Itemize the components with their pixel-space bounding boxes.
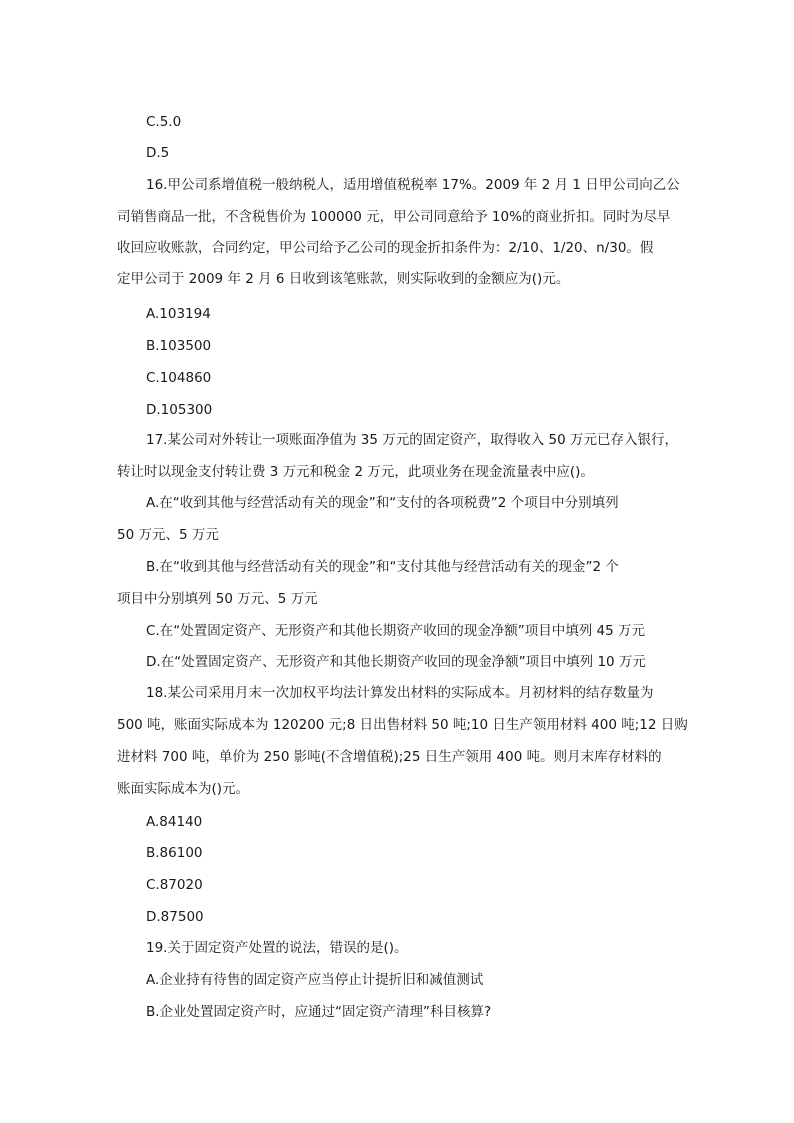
q16-stem: 收回应收账款，合同约定，甲公司给予乙公司的现金折扣条件为：2/10、1/20、n/30。假 (117, 240, 654, 256)
q18-stem: 18.某公司采用月末一次加权平均法计算发出材料的实际成本。月初材料的结存数量为 (146, 685, 654, 701)
q18-stem: 进材料 700 吨，单价为 250 影吨(不含增值税);25 日生产领用 400 吨。则月末库存材料的 (117, 749, 662, 765)
q17-option-b: 项目中分别填列 50 万元、5 万元 (117, 591, 318, 607)
q18-stem: 500 吨，账面实际成本为 120200 元;8 日出售材料 50 吨;10 日生产领用材料 400 吨;12 日购 (117, 717, 688, 733)
q17-option-d: D.在“处置固定资产、无形资产和其他长期资产收回的现金净额”项目中填列 10 万元 (146, 654, 646, 670)
q18-option-c: C.87020 (146, 877, 203, 893)
q17-option-a: A.在“收到其他与经营活动有关的现金”和“支付的各项税费”2 个项目中分别填列 (146, 495, 619, 511)
q18-stem: 账面实际成本为()元。 (117, 781, 250, 797)
q16-option-b: B.103500 (146, 338, 212, 354)
q16-option-a: A.103194 (146, 306, 211, 322)
q15-option-c: C.5.0 (146, 114, 182, 130)
q16-stem: 定甲公司于 2009 年 2 月 6 日收到该笔账款，则实际收到的金额应为()元。 (117, 271, 570, 287)
q18-option-d: D.87500 (146, 909, 204, 925)
q18-option-a: A.84140 (146, 814, 203, 830)
q16-option-d: D.105300 (146, 402, 213, 418)
q16-stem: 16.甲公司系增值税一般纳税人，适用增值税税率 17%。2009 年 2 月 1 日甲公司向乙公 (146, 177, 680, 193)
q15-option-d: D.5 (146, 145, 170, 161)
q19-stem: 19.关于固定资产处置的说法，错误的是()。 (146, 940, 408, 956)
q17-stem: 17.某公司对外转让一项账面净值为 35 万元的固定资产，取得收入 50 万元已存入银行， (146, 432, 678, 448)
q19-option-a: A.企业持有待售的固定资产应当停止计提折旧和减值测试 (146, 972, 484, 988)
q17-option-c: C.在“处置固定资产、无形资产和其他长期资产收回的现金净额”项目中填列 45 万元 (146, 623, 645, 639)
q17-option-b: B.在“收到其他与经营活动有关的现金”和“支付其他与经营活动有关的现金”2 个 (146, 559, 619, 575)
q17-option-a: 50 万元、5 万元 (117, 527, 219, 543)
q19-option-b: B.企业处置固定资产时，应通过“固定资产清理”科目核算? (146, 1004, 492, 1020)
q16-stem: 司销售商品一批，不含税售价为 100000 元，甲公司同意给予 10%的商业折扣。同时为尽早 (117, 209, 671, 225)
q18-option-b: B.86100 (146, 845, 203, 861)
q17-stem: 转让时以现金支付转让费 3 万元和税金 2 万元，此项业务在现金流量表中应()。 (117, 464, 594, 480)
q16-option-c: C.104860 (146, 370, 212, 386)
